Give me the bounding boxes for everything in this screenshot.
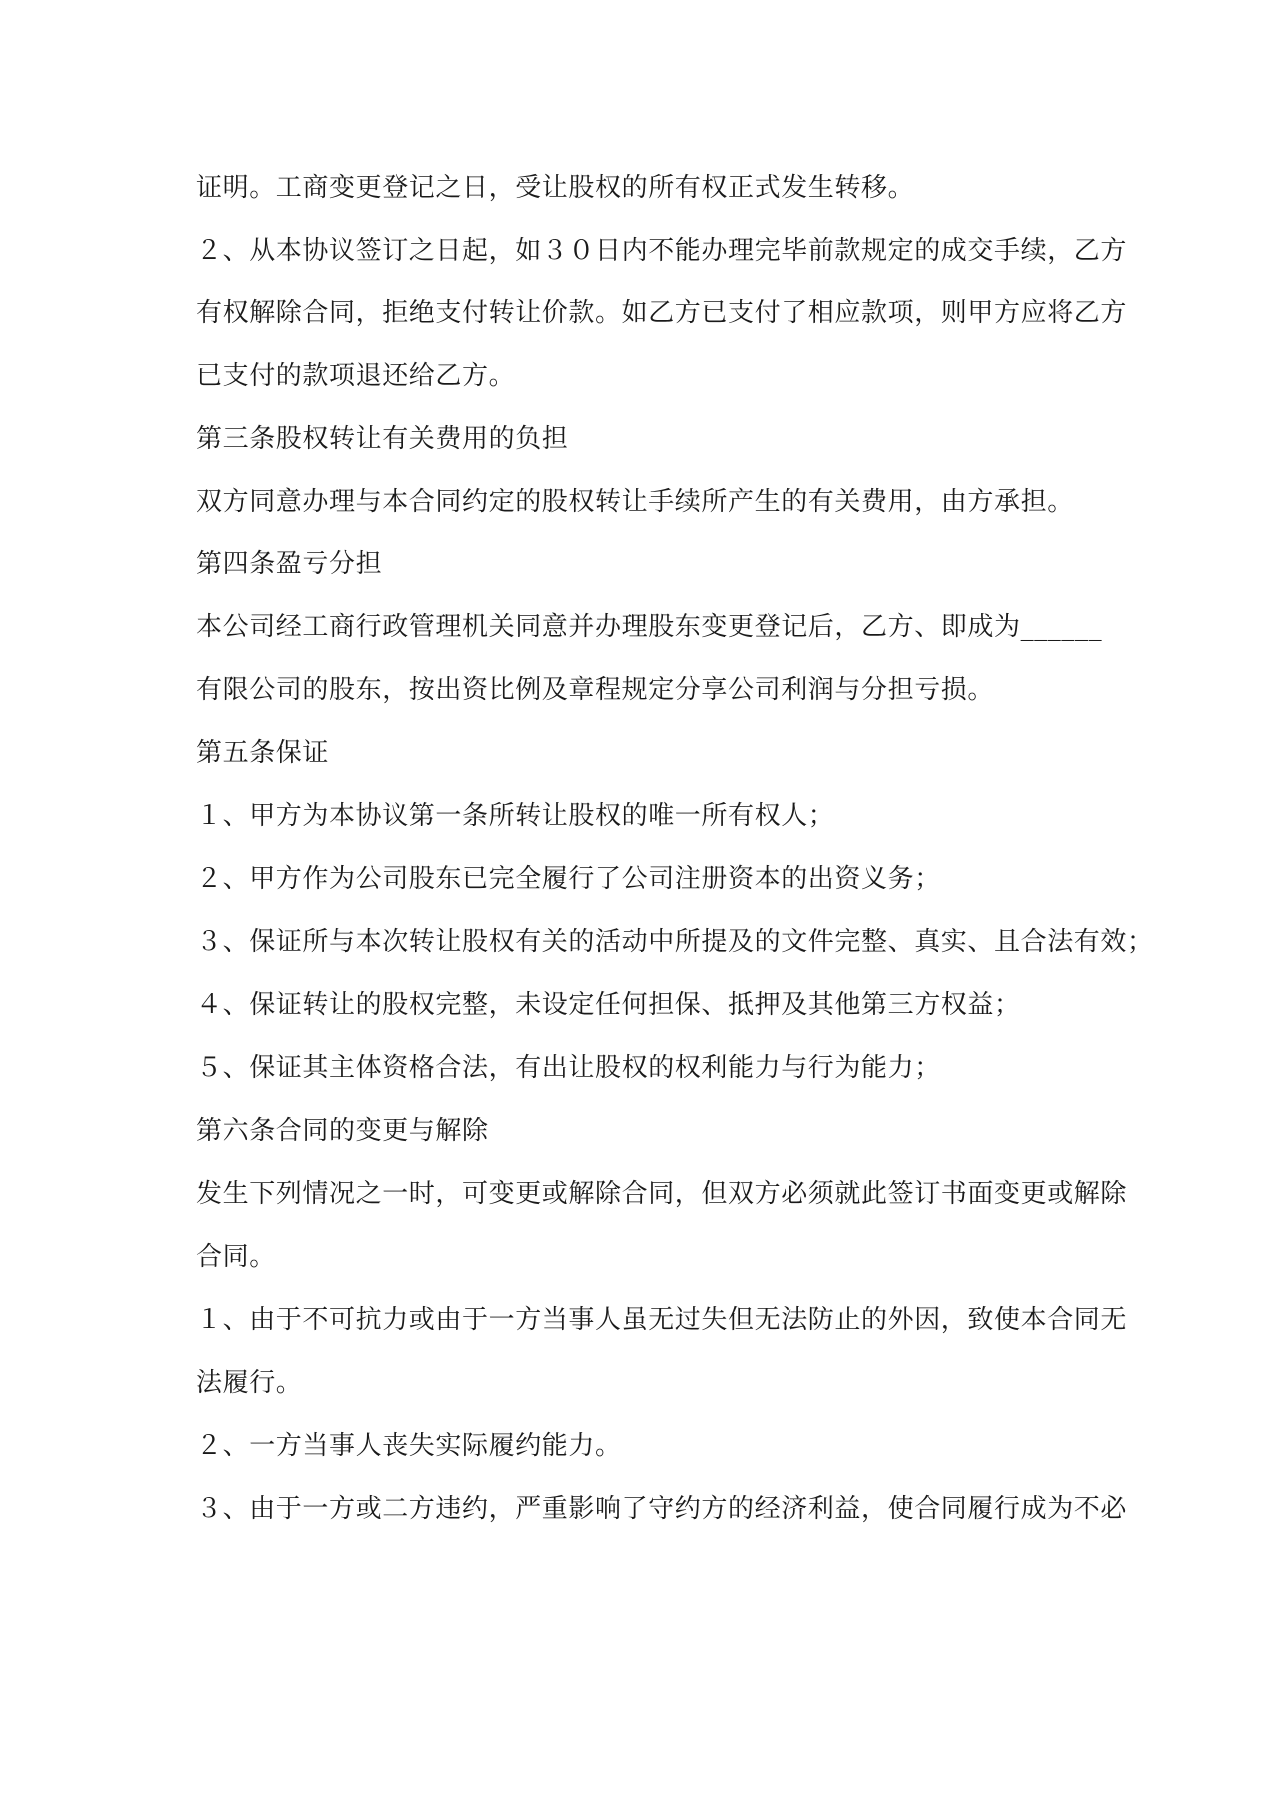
section-heading: 第四条盈亏分担 — [196, 549, 383, 579]
list-item: ２、甲方作为公司股东已完全履行了公司注册资本的出资义务； — [196, 864, 941, 894]
text-line: 发生下列情况之一时，可变更或解除合同，但双方必须就此签订书面变更或解除 — [196, 1179, 1128, 1209]
text-line: 有权解除合同，拒绝支付转让价款。如乙方已支付了相应款项，则甲方应将乙方 — [196, 298, 1128, 328]
text-line: 合同。 — [196, 1242, 276, 1272]
section-heading: 第三条股权转让有关费用的负担 — [196, 424, 569, 454]
text-line: 本公司经工商行政管理机关同意并办理股东变更登记后，乙方、即成为______ — [196, 612, 1103, 642]
text-line: 已支付的款项退还给乙方。 — [196, 361, 516, 391]
text-line: 证明。工商变更登记之日，受让股权的所有权正式发生转移。 — [196, 173, 915, 203]
section-heading: 第五条保证 — [196, 738, 330, 768]
list-item: ３、由于一方或二方违约，严重影响了守约方的经济利益，使合同履行成为不必 — [196, 1494, 1128, 1524]
list-item: ２、一方当事人丧失实际履约能力。 — [196, 1431, 622, 1461]
text-line: ２、从本协议签订之日起，如３０日内不能办理完毕前款规定的成交手续，乙方 — [196, 236, 1128, 266]
list-item: １、甲方为本协议第一条所转让股权的唯一所有权人； — [196, 801, 835, 831]
text-line: 双方同意办理与本合同约定的股权转让手续所产生的有关费用，由方承担。 — [196, 487, 1074, 517]
list-item: ３、保证所与本次转让股权有关的活动中所提及的文件完整、真实、且合法有效； — [196, 927, 1154, 957]
section-heading: 第六条合同的变更与解除 — [196, 1116, 489, 1146]
list-item: ５、保证其主体资格合法，有出让股权的权利能力与行为能力； — [196, 1053, 941, 1083]
list-item: ４、保证转让的股权完整，未设定任何担保、抵押及其他第三方权益； — [196, 990, 1021, 1020]
text-line: 有限公司的股东，按出资比例及章程规定分享公司利润与分担亏损。 — [196, 675, 995, 705]
list-item: １、由于不可抗力或由于一方当事人虽无过失但无法防止的外因，致使本合同无 — [196, 1305, 1128, 1335]
text-line: 法履行。 — [196, 1368, 303, 1398]
